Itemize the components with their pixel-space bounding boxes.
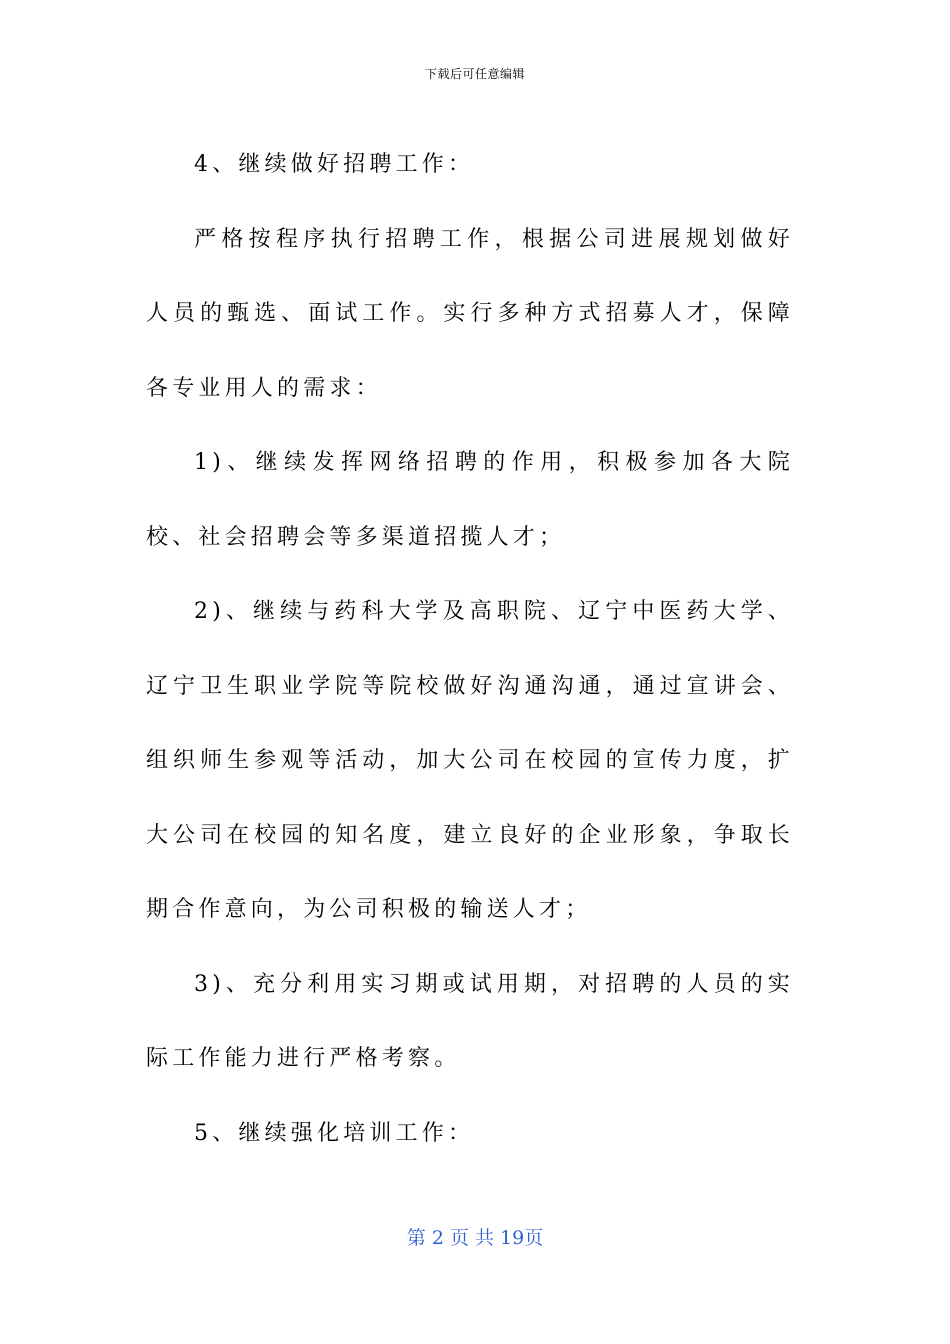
paragraph-item-2: 2)、继续与药科大学及高职院、辽宁中医药大学、辽宁卫生职业学院等院校做好沟通沟通，通过宣讲会、组织师生参观等活动，加大公司在校园的宣传力度，扩大公司在校园的知名度，建立良好的企业形象，争取长期合作意向，为公司积极的输送人才； bbox=[146, 599, 794, 922]
footer-suffix: 页 bbox=[524, 1227, 544, 1249]
footer-middle: 页 共 bbox=[449, 1227, 494, 1249]
paragraph-training-heading: 5、继续强化培训工作： bbox=[194, 1120, 475, 1146]
page-footer bbox=[0, 1226, 950, 1250]
paragraph-item-1: 1)、继续发挥网络招聘的作用，积极参加各大院校、社会招聘会等多渠道招揽人才； bbox=[146, 450, 794, 550]
footer-prefix: 第 bbox=[406, 1227, 426, 1249]
paragraph-recruitment-heading: 4、继续做好招聘工作： bbox=[194, 152, 475, 177]
total-page-count: 19 bbox=[500, 1227, 525, 1249]
paragraph-item-3: 3)、充分利用实习期或试用期，对招聘的人员的实际工作能力进行严格考察。 bbox=[146, 971, 794, 1071]
current-page-number: 2 bbox=[431, 1227, 444, 1249]
paragraph-recruitment-intro: 严格按程序执行招聘工作，根据公司进展规划做好人员的甄选、面试工作。实行多种方式招募人才，保障各专业用人的需求： bbox=[146, 226, 794, 401]
document-body bbox=[146, 128, 794, 1171]
page-header: 下载后可任意编辑 bbox=[424, 67, 525, 81]
